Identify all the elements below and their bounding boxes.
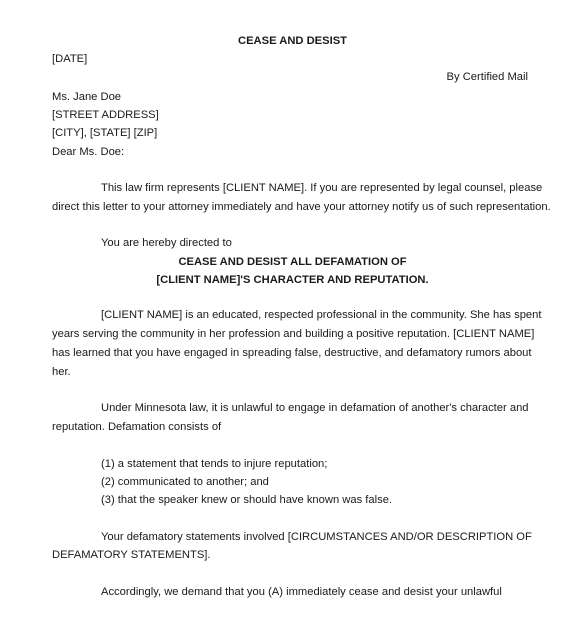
paragraph-3-line-2: years serving the community in her profession and building a positive reputation. [CLIENT NAME] — [52, 328, 535, 340]
paragraph-5-line-1: Your defamatory statements involved [CIRCUMSTANCES AND/OR DESCRIPTION OF — [101, 531, 532, 543]
paragraph-4-line-1: Under Minnesota law, it is unlawful to engage in defamation of another's character and — [101, 402, 529, 414]
demand-line-2: [CLIENT NAME]'S CHARACTER AND REPUTATION. — [156, 274, 429, 286]
delivery-method: By Certified Mail — [446, 71, 528, 83]
demand-line-1: CEASE AND DESIST ALL DEFAMATION OF — [178, 256, 407, 268]
list-item: (3) that the speaker knew or should have known was false. — [101, 494, 393, 506]
date-placeholder: [DATE] — [52, 53, 88, 65]
list-item: (1) a statement that tends to injure reputation; — [101, 458, 328, 470]
paragraph-1-line-2: direct this letter to your attorney immediately and have your attorney notify us of such representation. — [52, 201, 551, 213]
paragraph-2-intro: You are hereby directed to — [101, 237, 232, 249]
paragraph-3-line-3: has learned that you have engaged in spreading false, destructive, and defamatory rumors about — [52, 347, 532, 359]
recipient-name: Ms. Jane Doe — [52, 91, 122, 103]
paragraph-4-line-2: reputation. Defamation consists of — [52, 421, 222, 433]
letter-title: CEASE AND DESIST — [238, 35, 347, 47]
salutation: Dear Ms. Doe: — [52, 146, 125, 158]
paragraph-5-line-2: DEFAMATORY STATEMENTS]. — [52, 549, 211, 561]
paragraph-1-line-1: This law firm represents [CLIENT NAME]. If you are represented by legal counsel, please — [101, 182, 543, 194]
recipient-street: [STREET ADDRESS] — [52, 109, 159, 121]
list-item: (2) communicated to another; and — [101, 476, 269, 488]
recipient-city-state-zip: [CITY], [STATE] [ZIP] — [52, 127, 158, 139]
paragraph-3-line-1: [CLIENT NAME] is an educated, respected professional in the community. She has spent — [101, 309, 542, 321]
paragraph-6-line-1: Accordingly, we demand that you (A) immediately cease and desist your unlawful — [101, 586, 502, 598]
paragraph-3-line-4: her. — [52, 366, 71, 378]
